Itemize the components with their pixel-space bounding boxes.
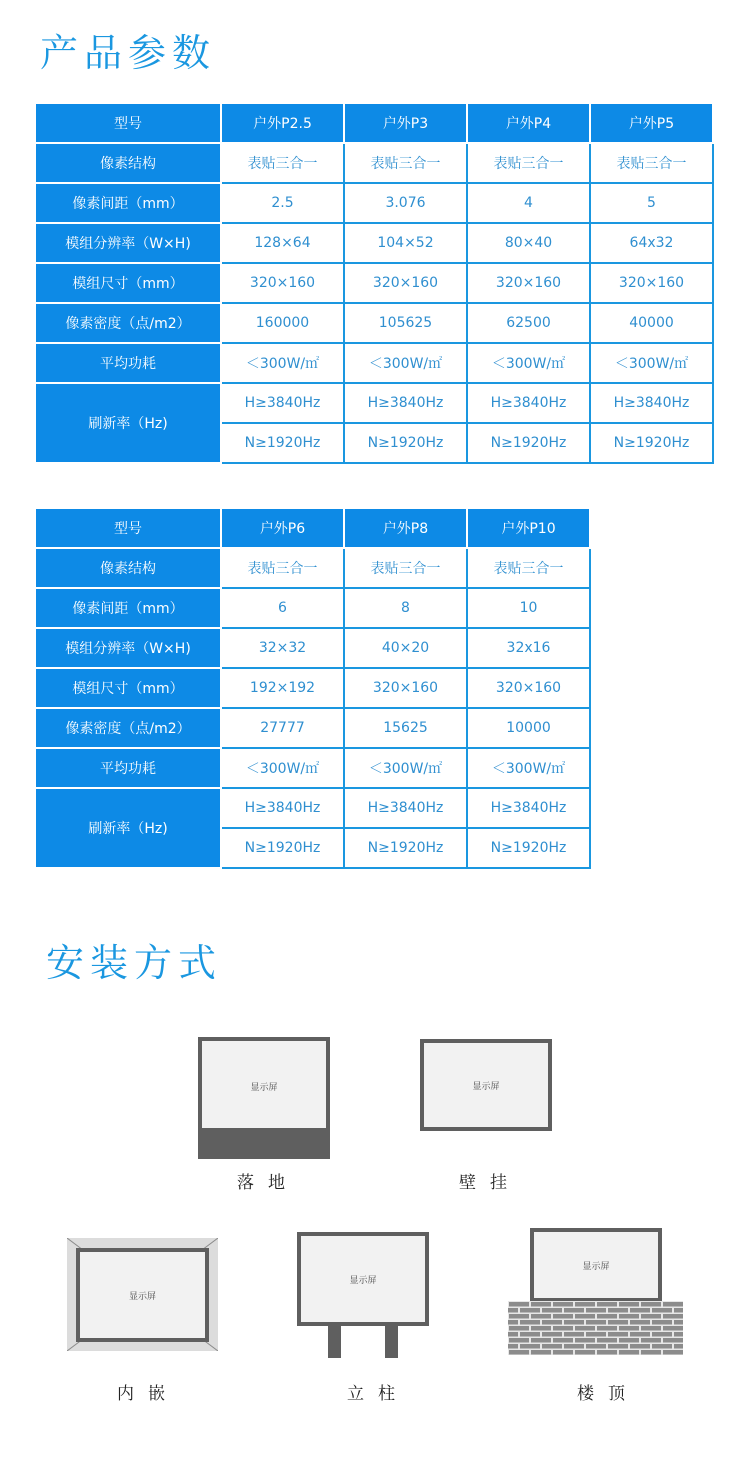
- screen-label: 显示屏: [128, 1291, 156, 1302]
- table-cell: N≥1920Hz: [221, 423, 344, 463]
- row-label: 像素结构: [35, 548, 221, 588]
- table-cell: 6: [221, 588, 344, 628]
- caption-wall: 壁挂: [459, 1173, 521, 1193]
- table-cell: ＜300W/㎡: [221, 748, 344, 788]
- table-cell: N≥1920Hz: [467, 828, 590, 868]
- floor-base: [198, 1128, 330, 1159]
- table-row: [35, 343, 713, 383]
- table-cell: 40000: [590, 303, 713, 343]
- install-pillar: [297, 1232, 429, 1358]
- table-row: [35, 548, 590, 588]
- table-cell: 320×160: [467, 263, 590, 303]
- header-cell: 型号: [35, 508, 221, 548]
- table-cell: 320×160: [344, 668, 467, 708]
- table-row: [35, 143, 713, 183]
- table-cell: ＜300W/㎡: [221, 343, 344, 383]
- table-cell: 320×160: [221, 263, 344, 303]
- table-row: [35, 748, 590, 788]
- screen-panel: [198, 1037, 330, 1132]
- table-cell: 4: [467, 183, 590, 223]
- table-cell: N≥1920Hz: [590, 423, 713, 463]
- params-title: 产品参数: [40, 31, 217, 75]
- table-cell: H≥3840Hz: [344, 383, 467, 423]
- table-row: [35, 588, 590, 628]
- table-cell: H≥3840Hz: [467, 788, 590, 828]
- table-cell: ＜300W/㎡: [467, 748, 590, 788]
- table-cell: 表贴三合一: [467, 548, 590, 588]
- screen-panel: [297, 1232, 429, 1326]
- table-cell: ＜300W/㎡: [344, 343, 467, 383]
- table-row: [35, 383, 713, 423]
- spec-table-1: [34, 102, 714, 464]
- table-cell: 320×160: [344, 263, 467, 303]
- table-cell: H≥3840Hz: [221, 383, 344, 423]
- table-row: [35, 708, 590, 748]
- row-label: 模组尺寸（mm）: [35, 668, 221, 708]
- table-row: [35, 788, 590, 828]
- table-cell: H≥3840Hz: [344, 788, 467, 828]
- table-cell: 27777: [221, 708, 344, 748]
- row-label: 像素结构: [35, 143, 221, 183]
- table-cell: N≥1920Hz: [344, 423, 467, 463]
- table-cell: 表贴三合一: [467, 143, 590, 183]
- table-cell: N≥1920Hz: [221, 828, 344, 868]
- row-label: 模组尺寸（mm）: [35, 263, 221, 303]
- row-label: 刷新率（Hz): [35, 788, 221, 868]
- table-cell: H≥3840Hz: [467, 383, 590, 423]
- caption-rooftop: 楼顶: [577, 1384, 639, 1404]
- table-cell: 10: [467, 588, 590, 628]
- header-cell: 型号: [35, 103, 221, 143]
- table-cell: H≥3840Hz: [590, 383, 713, 423]
- row-label: 像素间距（mm）: [35, 588, 221, 628]
- row-label: 平均功耗: [35, 343, 221, 383]
- table-cell: 3.076: [344, 183, 467, 223]
- brick-wall: [508, 1301, 683, 1355]
- table-cell: 62500: [467, 303, 590, 343]
- table-cell: 2.5: [221, 183, 344, 223]
- caption-pillar: 立柱: [347, 1384, 409, 1404]
- screen-label: 显示屏: [472, 1081, 500, 1092]
- table-cell: 32x16: [467, 628, 590, 668]
- table-cell: N≥1920Hz: [344, 828, 467, 868]
- table-row: [35, 628, 590, 668]
- screen-label: 显示屏: [349, 1275, 377, 1286]
- table-cell: 192×192: [221, 668, 344, 708]
- table-cell: 320×160: [590, 263, 713, 303]
- install-wall: [420, 1039, 552, 1131]
- table-cell: ＜300W/㎡: [590, 343, 713, 383]
- install-embedded: [67, 1238, 218, 1351]
- table-cell: 160000: [221, 303, 344, 343]
- table-cell: 表贴三合一: [221, 143, 344, 183]
- table-cell: 15625: [344, 708, 467, 748]
- row-label: 平均功耗: [35, 748, 221, 788]
- table-cell: N≥1920Hz: [467, 423, 590, 463]
- table-cell: ＜300W/㎡: [467, 343, 590, 383]
- row-label: 像素间距（mm）: [35, 183, 221, 223]
- table-cell: 10000: [467, 708, 590, 748]
- table-row: [35, 223, 713, 263]
- table-row: [35, 263, 713, 303]
- row-label: 模组分辨率（W×H): [35, 223, 221, 263]
- screen-label: 显示屏: [582, 1261, 610, 1272]
- table-cell: 表贴三合一: [590, 143, 713, 183]
- table-cell: 320×160: [467, 668, 590, 708]
- table-cell: 64x32: [590, 223, 713, 263]
- spec-table-2: [34, 507, 591, 869]
- table-cell: 表贴三合一: [344, 143, 467, 183]
- screen-panel: [530, 1228, 662, 1302]
- row-label: 模组分辨率（W×H): [35, 628, 221, 668]
- table-cell: 5: [590, 183, 713, 223]
- table-cell: 表贴三合一: [221, 548, 344, 588]
- table-cell: 104×52: [344, 223, 467, 263]
- screen-panel: [76, 1248, 209, 1342]
- table-cell: 8: [344, 588, 467, 628]
- table-row: [35, 303, 713, 343]
- table-cell: ＜300W/㎡: [344, 748, 467, 788]
- table-cell: 表贴三合一: [344, 548, 467, 588]
- install-floor: [198, 1037, 330, 1159]
- caption-embedded: 内嵌: [117, 1384, 179, 1404]
- header-cell: 户外P8: [344, 508, 467, 548]
- pillar-left: [328, 1324, 341, 1358]
- header-cell: 户外P10: [467, 508, 590, 548]
- row-label: 刷新率（Hz): [35, 383, 221, 463]
- table-cell: H≥3840Hz: [221, 788, 344, 828]
- header-cell: 户外P6: [221, 508, 344, 548]
- header-cell: 户外P5: [590, 103, 713, 143]
- pillar-right: [385, 1324, 398, 1358]
- header-cell: 户外P4: [467, 103, 590, 143]
- table-row: [35, 183, 713, 223]
- table-cell: 128×64: [221, 223, 344, 263]
- table-row: [35, 668, 590, 708]
- table-cell: 40×20: [344, 628, 467, 668]
- screen-label: 显示屏: [250, 1083, 278, 1093]
- install-title: 安装方式: [46, 941, 223, 985]
- table-cell: 105625: [344, 303, 467, 343]
- row-label: 像素密度（点/m2）: [35, 303, 221, 343]
- row-label: 像素密度（点/m2）: [35, 708, 221, 748]
- table-cell: 80×40: [467, 223, 590, 263]
- header-cell: 户外P3: [344, 103, 467, 143]
- install-rooftop: [508, 1228, 683, 1354]
- caption-floor: 落地: [237, 1173, 299, 1193]
- table-cell: 32×32: [221, 628, 344, 668]
- header-cell: 户外P2.5: [221, 103, 344, 143]
